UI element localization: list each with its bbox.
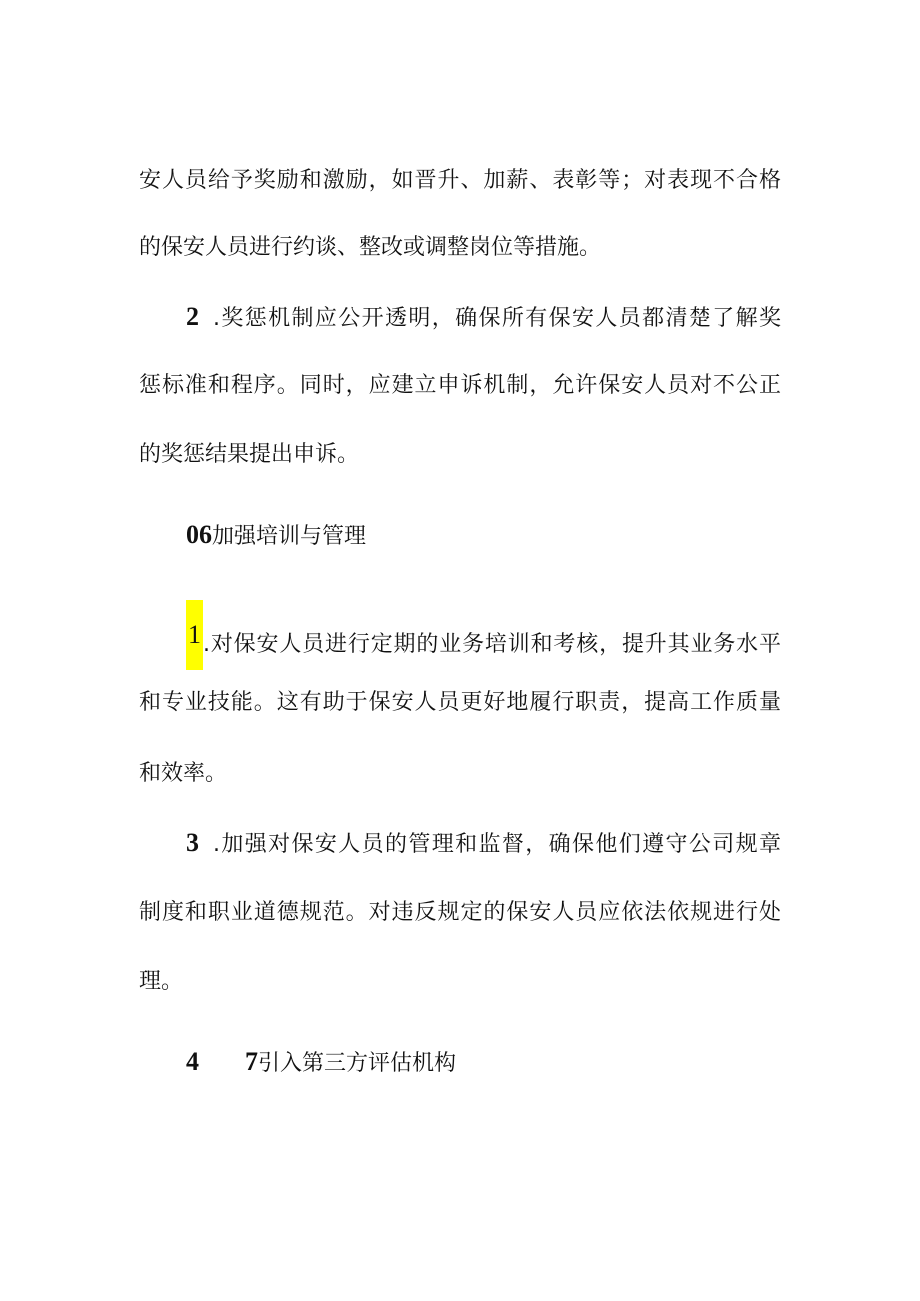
paragraph-text: 的保安人员进行约谈、整改或调整岗位等措施。 (139, 235, 602, 260)
paragraph-text: 和专业技能。这有助于保安人员更好地履行职责，提高工作质量 (139, 690, 781, 715)
item-number: 2 (186, 302, 199, 331)
section-number: 4 (186, 1047, 199, 1076)
paragraph-text: .对保安人员进行定期的业务培训和考核，提升其业务水平 (203, 632, 781, 657)
highlighted-item-number: 1 (186, 600, 203, 670)
paragraph-line (139, 967, 183, 997)
section-number: 7 (245, 1047, 258, 1076)
section-title: 加强培训与管理 (212, 524, 367, 549)
section-heading (186, 520, 366, 550)
paragraph-line (139, 898, 781, 928)
paragraph-text: 安人员给予奖励和激励，如晋升、加薪、表彰等；对表现不合格 (139, 168, 781, 193)
paragraph-line (139, 371, 781, 401)
paragraph-line (139, 688, 781, 718)
paragraph-text: 理。 (139, 969, 184, 994)
paragraph-text: 惩标准和程序。同时，应建立申诉机制，允许保安人员对不公正 (139, 373, 781, 398)
paragraph-line (139, 166, 781, 196)
section-title: 引入第三方评估机构 (258, 1051, 457, 1076)
paragraph-line (186, 828, 781, 858)
paragraph-text: .奖惩机制应公开透明，确保所有保安人员都清楚了解奖 (213, 306, 781, 331)
paragraph-line (139, 759, 227, 789)
paragraph-text: .加强对保安人员的管理和监督，确保他们遵守公司规章 (213, 832, 781, 857)
section-number: 06 (186, 520, 212, 549)
paragraph-text: 制度和职业道德规范。对违反规定的保安人员应依法依规进行处 (139, 900, 781, 925)
paragraph-text: 和效率。 (139, 761, 228, 786)
paragraph-line (139, 440, 359, 470)
paragraph-line (186, 302, 781, 332)
item-number: 3 (186, 828, 199, 857)
paragraph-line (186, 620, 781, 657)
section-heading (186, 1047, 456, 1077)
paragraph-line (139, 233, 601, 263)
paragraph-text: 的奖惩结果提出申诉。 (139, 442, 360, 467)
